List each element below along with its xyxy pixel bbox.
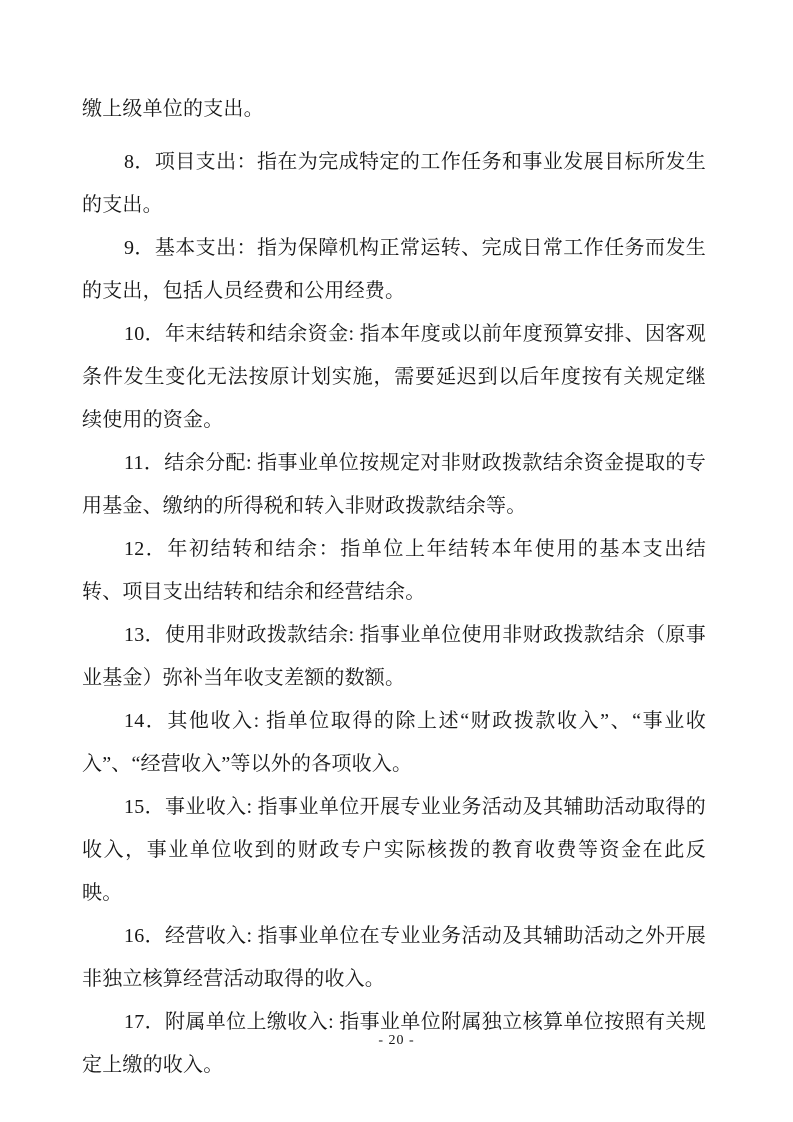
paragraph-item-16-business-income: 16．经营收入: 指事业单位在专业业务活动及其辅助活动之外开展非独立核算经营活动取得的收入。 [82, 925, 706, 990]
paragraph-continuation: 缴上级单位的支出。 [82, 98, 264, 120]
paragraph-item-8-project-expenditure: 8．项目支出：指在为完成特定的工作任务和事业发展目标所发生的支出。 [82, 151, 706, 216]
page-number: - 20 - [378, 1033, 415, 1048]
paragraph-item-14-other-income: 14．其他收入: 指单位取得的除上述“财政拨款收入”、“事业收入”、“经营收入”等以外的各项收入。 [82, 710, 706, 775]
paragraph-item-17-subsidiary-remitted-income: 17．附属单位上缴收入: 指事业单位附属独立核算单位按照有关规定上缴的收入。 [82, 1011, 706, 1076]
document-body [82, 88, 706, 1087]
paragraph-item-15-operational-income: 15．事业收入: 指事业单位开展专业业务活动及其辅助活动取得的收入，事业单位收到的财政专户实际核拨的教育收费等资金在此反映。 [82, 796, 706, 904]
paragraph-item-11-surplus-distribution: 11．结余分配: 指事业单位按规定对非财政拨款结余资金提取的专用基金、缴纳的所得税和转入非财政拨款结余等。 [82, 452, 706, 517]
paragraph-item-10-year-end-carryover: 10．年末结转和结余资金: 指本年度或以前年度预算安排、因客观条件发生变化无法按原计划实施，需要延迟到以后年度按有关规定继续使用的资金。 [82, 323, 706, 431]
paragraph-item-13-non-fiscal-surplus-use: 13．使用非财政拨款结余: 指事业单位使用非财政拨款结余（原事业基金）弥补当年收支差额的数额。 [82, 624, 706, 689]
paragraph-item-9-basic-expenditure: 9．基本支出：指为保障机构正常运转、完成日常工作任务而发生的支出，包括人员经费和公用经费。 [82, 237, 706, 302]
paragraph-item-12-beginning-carryover: 12．年初结转和结余：指单位上年结转本年使用的基本支出结转、项目支出结转和结余和经营结余。 [82, 538, 706, 603]
